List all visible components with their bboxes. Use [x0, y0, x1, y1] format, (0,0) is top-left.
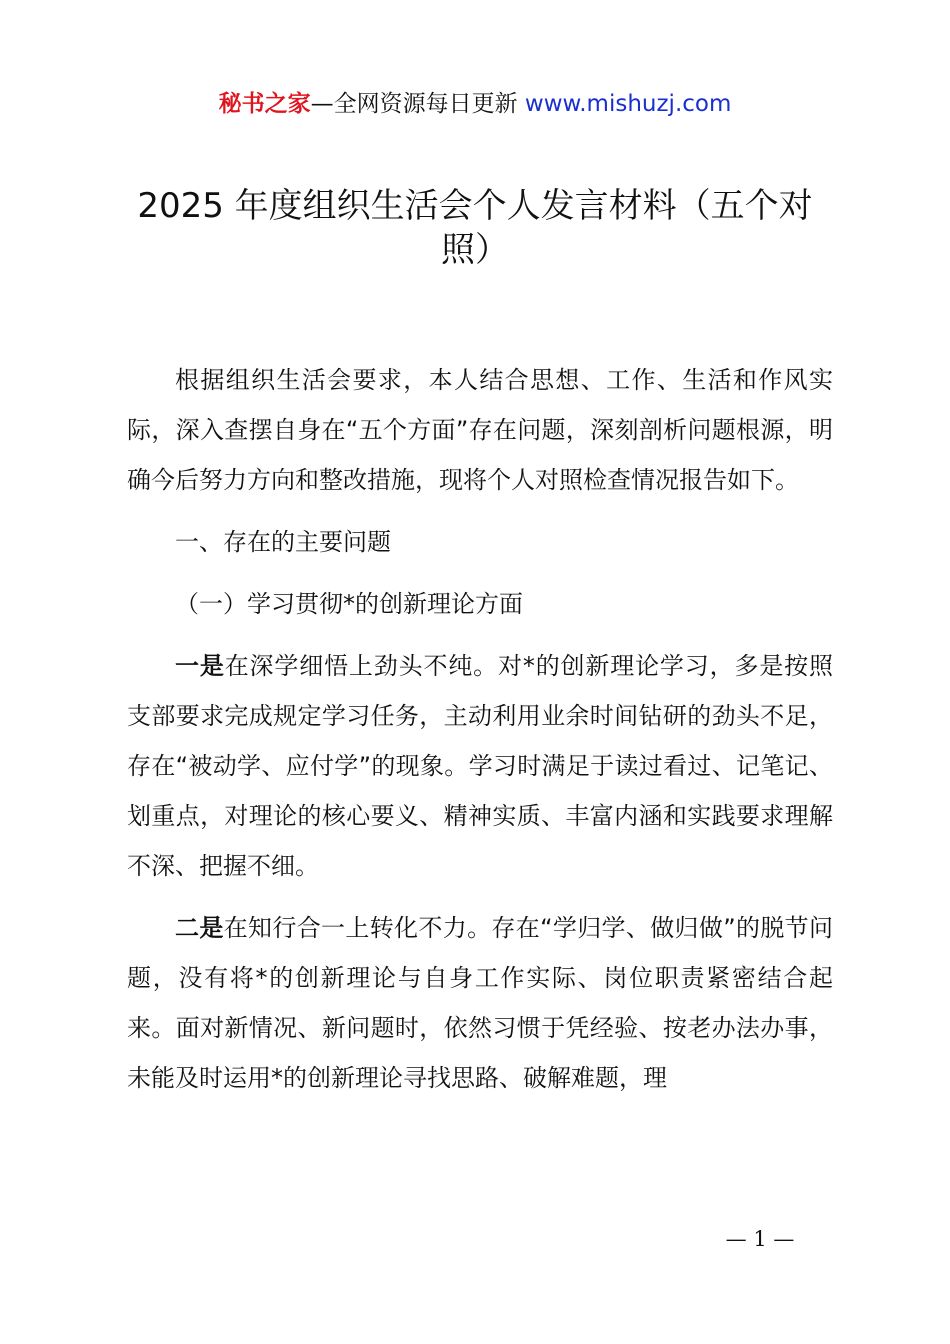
header-tagline: —全网资源每日更新: [310, 91, 525, 117]
section-heading: 一、存在的主要问题: [175, 528, 391, 556]
brand-name: 秘书之家: [218, 91, 311, 117]
point-paragraph-1: [127, 641, 833, 891]
intro-paragraph: 根据组织生活会要求，本人结合思想、工作、生活和作风实际，深入查摆自身在“五个方面”存在问题，深刻剖析问题根源，明确今后努力方向和整改措施，现将个人对照检查情况报告如下。: [127, 366, 833, 494]
subsection-heading: （一）学习贯彻*的创新理论方面: [175, 590, 523, 618]
document-body: [127, 355, 833, 1103]
page-number: — 1 —: [725, 1227, 795, 1251]
document-title: 2025 年度组织生活会个人发言材料（五个对照）: [137, 186, 813, 270]
point-2-lead: 二是: [175, 914, 224, 942]
point-1-lead: 一是: [175, 652, 225, 680]
site-header: [0, 88, 950, 120]
point-2-text: 在知行合一上转化不力。存在“学归学、做归做”的脱节问题，没有将*的创新理论与自身工作实际、岗位职责紧密结合起来。面对新情况、新问题时，依然习惯于凭经验、按老办法办事，未能及时运用*的创新理论寻找思路、破解难题，理: [127, 914, 834, 1092]
point-paragraph-2: [127, 903, 833, 1103]
site-url-link[interactable]: www.mishuzj.com: [524, 91, 732, 117]
point-1-text: 在深学细悟上劲头不纯。对*的创新理论学习，多是按照支部要求完成规定学习任务，主动利用业余时间钻研的劲头不足，存在“被动学、应付学”的现象。学习时满足于读过看过、记笔记、划重点，对理论的核心要义、精神实质、丰富内涵和实践要求理解不深、把握不细。: [127, 652, 834, 880]
